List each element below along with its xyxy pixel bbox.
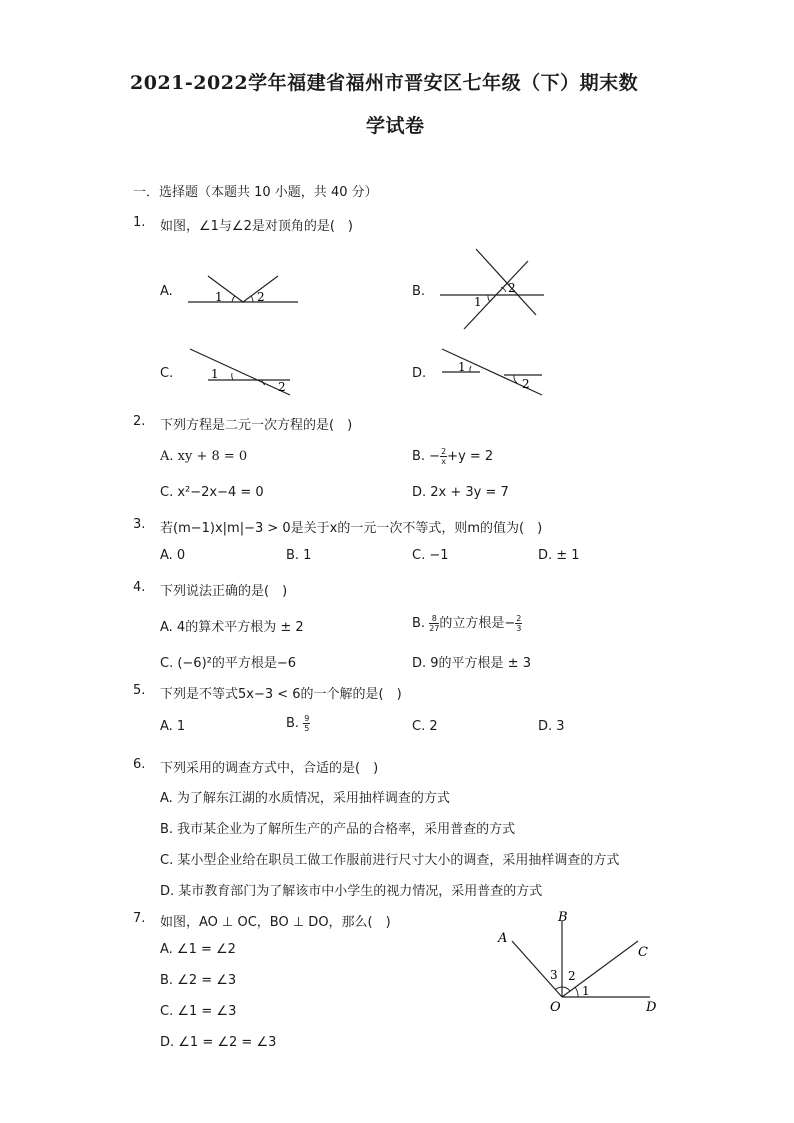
q4-option-a: A. 4的算术平方根为 ± 2 bbox=[160, 620, 304, 635]
q7-label-angle2: 2 bbox=[568, 969, 576, 983]
q5-number: 5. bbox=[133, 683, 146, 698]
q7-stem: 如图，AO ⊥ OC，BO ⊥ DO，那么( ) bbox=[160, 915, 391, 930]
q4-option-b bbox=[412, 612, 522, 633]
q4-number: 4. bbox=[133, 580, 146, 595]
q1-number: 1. bbox=[133, 215, 146, 230]
q5-stem: 下列是不等式5x−3 < 6的一个解的是( ) bbox=[160, 687, 402, 702]
q6-number: 6. bbox=[133, 757, 146, 772]
q2-option-c: C. x²−2x−4 = 0 bbox=[160, 485, 264, 500]
q1d-label-2: 2 bbox=[522, 377, 530, 391]
q1-option-c: C. bbox=[160, 366, 174, 381]
q4-b-middle: 的立方根是− bbox=[439, 616, 516, 631]
q5-b-prefix: B. bbox=[286, 716, 300, 731]
q2-option-d: D. 2x + 3y = 7 bbox=[412, 485, 509, 500]
q3-stem: 若(m−1)x|m|−3 > 0是关于x的一元一次不等式，则m的值为( ) bbox=[160, 521, 543, 536]
q2-stem: 下列方程是二元一次方程的是( ) bbox=[160, 418, 353, 433]
q7-figure bbox=[490, 905, 670, 1015]
q1-figure-b bbox=[432, 245, 552, 333]
q4-stem: 下列说法正确的是( ) bbox=[160, 584, 288, 599]
q2-b-frac-num: 2 bbox=[441, 447, 447, 456]
q2-option-b bbox=[412, 447, 493, 466]
q4-b-frac1-num: 8 bbox=[429, 614, 439, 624]
q4-option-c: C. (−6)²的平方根是−6 bbox=[160, 656, 297, 671]
q2-b-frac-den: x bbox=[441, 457, 446, 466]
q4-b-fraction-2 bbox=[515, 614, 522, 633]
q7-label-a: A bbox=[498, 931, 508, 946]
q2-b-suffix: +y = 2 bbox=[447, 449, 494, 464]
q1a-label-1: 1 bbox=[215, 290, 223, 304]
q6-stem: 下列采用的调查方式中，合适的是( ) bbox=[160, 761, 379, 776]
q1-figure-a bbox=[180, 265, 310, 315]
q6-option-d: D. 某市教育部门为了解该市中小学生的视力情况，采用普查的方式 bbox=[160, 884, 543, 899]
q1-option-d: D. bbox=[412, 366, 427, 381]
q7-label-d: D bbox=[646, 1000, 657, 1015]
q7-option-a: A. ∠1 = ∠2 bbox=[160, 942, 236, 957]
q1-option-b: B. bbox=[412, 284, 426, 299]
q2-b-prefix: B. − bbox=[412, 449, 441, 464]
q5-option-a: A. 1 bbox=[160, 719, 186, 734]
q1b-label-1: 1 bbox=[474, 295, 482, 309]
q1d-label-1: 1 bbox=[458, 360, 466, 374]
q4-b-prefix: B. bbox=[412, 616, 426, 631]
q1-stem: 如图，∠1与∠2是对顶角的是( ) bbox=[160, 219, 353, 234]
q4-b-frac2-num: 2 bbox=[516, 614, 522, 623]
q4-b-frac2-den: 3 bbox=[516, 624, 522, 633]
q1c-label-1: 1 bbox=[211, 367, 219, 381]
q7-label-angle1: 1 bbox=[582, 984, 590, 998]
q4-b-fraction-1 bbox=[429, 614, 439, 633]
q2-number: 2. bbox=[133, 414, 146, 429]
q2-option-a: A. xy + 8 = 0 bbox=[160, 449, 248, 464]
q1a-label-2: 2 bbox=[257, 290, 265, 304]
q5-b-frac-den: 5 bbox=[304, 724, 310, 733]
q5-option-c: C. 2 bbox=[412, 719, 438, 734]
q3-number: 3. bbox=[133, 517, 146, 532]
doc-title-line2: 学试卷 bbox=[366, 115, 425, 137]
q7-option-d: D. ∠1 = ∠2 = ∠3 bbox=[160, 1035, 277, 1050]
q3-option-a: A. 0 bbox=[160, 548, 186, 563]
q7-label-o: O bbox=[550, 1000, 561, 1015]
q3-option-b: B. 1 bbox=[286, 548, 312, 563]
q5-b-frac-num: 9 bbox=[304, 714, 310, 723]
q6-option-b: B. 我市某企业为了解所生产的产品的合格率，采用普查的方式 bbox=[160, 822, 516, 837]
q3-option-d: D. ± 1 bbox=[538, 548, 580, 563]
section-heading: 一．选择题（本题共 10 小题，共 40 分） bbox=[133, 185, 378, 200]
q1b-label-2: 2 bbox=[508, 281, 516, 295]
q1-option-a: A. bbox=[160, 284, 173, 299]
q4-b-frac1-den: 27 bbox=[429, 624, 440, 633]
q1-figure-d bbox=[432, 343, 552, 401]
q3-option-c: C. −1 bbox=[412, 548, 449, 563]
q7-label-c: C bbox=[638, 945, 648, 960]
q5-b-fraction bbox=[303, 714, 310, 733]
q7-option-c: C. ∠1 = ∠3 bbox=[160, 1004, 237, 1019]
q5-option-b bbox=[286, 714, 310, 733]
q7-option-b: B. ∠2 = ∠3 bbox=[160, 973, 237, 988]
q5-option-d: D. 3 bbox=[538, 719, 565, 734]
doc-title-line1: 2021-2022学年福建省福州市晋安区七年级（下）期末数 bbox=[130, 72, 639, 94]
q6-option-a: A. 为了解东江湖的水质情况，采用抽样调查的方式 bbox=[160, 791, 450, 806]
q7-label-angle3: 3 bbox=[550, 968, 558, 982]
q1-figure-c bbox=[180, 343, 300, 401]
q7-number: 7. bbox=[133, 911, 146, 926]
q4-option-d: D. 9的平方根是 ± 3 bbox=[412, 656, 531, 671]
q1c-label-2: 2 bbox=[278, 380, 286, 394]
q6-option-c: C. 某小型企业给在职员工做工作服前进行尺寸大小的调查，采用抽样调查的方式 bbox=[160, 853, 620, 868]
q7-label-b: B bbox=[558, 910, 568, 925]
